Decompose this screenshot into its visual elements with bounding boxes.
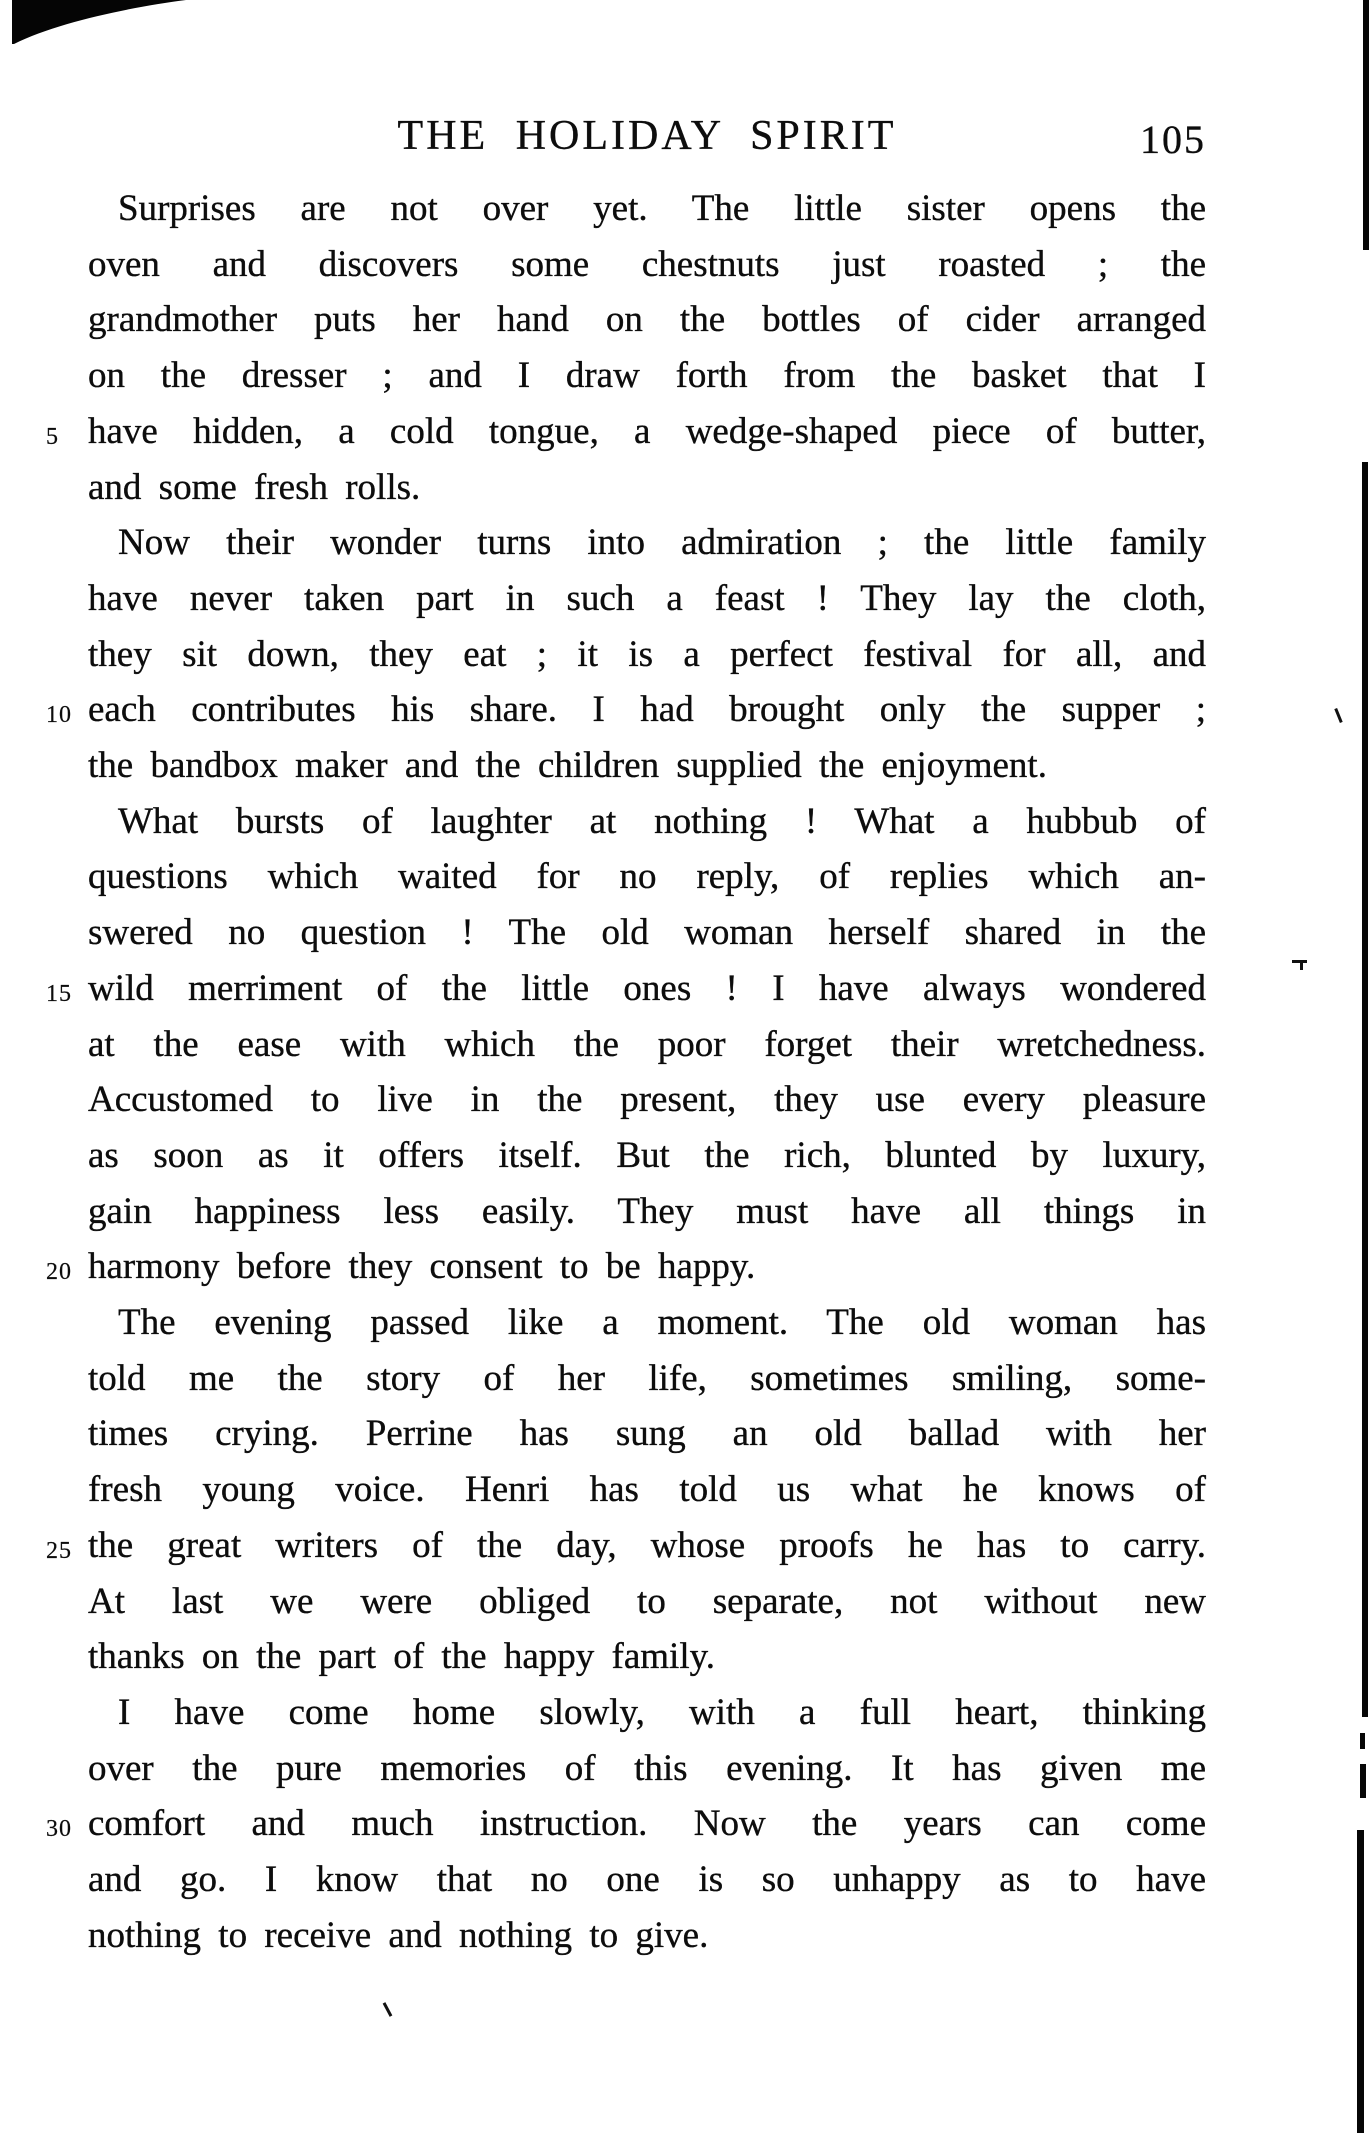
line-text: oven and discovers some chestnuts just roasted ; the [88,243,1206,285]
text-line [88,794,1206,850]
line-text: over the pure memories of this evening. It has given me [88,1747,1206,1789]
line-text: swered no question ! The old woman herself shared in the [88,912,1206,954]
line-text: grandmother puts her hand on the bottles of cider arranged [88,299,1206,341]
line-text: have hidden, a cold tongue, a wedge-shaped piece of butter, [88,410,1206,452]
paragraph [46,1295,1206,1685]
text-line [88,181,1206,237]
scan-speck [1334,708,1342,723]
line-text: they sit down, they eat ; it is a perfect festival for all, and [88,633,1206,675]
text-line [46,1239,1206,1295]
line-text: The evening passed like a moment. The old woman has [118,1302,1206,1344]
scan-edge-line-segment [1360,1733,1365,1749]
text-line [88,1852,1206,1908]
page-header-title: THE HOLIDAY SPIRIT [397,113,897,159]
line-text: harmony before they consent to be happy. [88,1246,756,1288]
text-line [88,348,1206,404]
text-line [88,1017,1206,1073]
text-line [46,961,1206,1017]
line-text: fresh young voice. Henri has told us what he knows of [88,1469,1206,1511]
text-line [88,1908,1206,1964]
line-text: I have come home slowly, with a full heart, thinking [118,1691,1206,1733]
line-text: wild merriment of the little ones ! I have always wondered [88,967,1206,1009]
line-text: Accustomed to live in the present, they use every pleasure [88,1079,1206,1121]
margin-line-number: 5 [46,423,59,450]
scan-edge-line-segment [1357,1830,1364,2133]
line-text: questions which waited for no reply, of replies which an- [88,856,1206,898]
text-line [88,1295,1206,1351]
scan-edge-line-segment [1362,462,1368,1717]
scan-edge-line-segment [1360,1764,1366,1798]
scan-edge-line-segment [1363,0,1369,250]
line-text: the great writers of the day, whose proofs he has to carry. [88,1524,1206,1566]
text-line [88,1406,1206,1462]
line-text: times crying. Perrine has sung an old ballad with her [88,1413,1206,1455]
text-line [46,682,1206,738]
paragraph [46,1685,1206,1964]
margin-line-number: 30 [46,1816,72,1843]
text-line [88,905,1206,961]
text-line [88,1128,1206,1184]
line-text: comfort and much instruction. Now the years can come [88,1803,1206,1845]
line-text: nothing to receive and nothing to give. [88,1914,709,1956]
text-line [88,571,1206,627]
line-text: and some fresh rolls. [88,466,421,508]
text-line [88,1629,1206,1685]
text-line [88,627,1206,683]
text-line [88,1184,1206,1240]
paragraph [46,794,1206,1295]
text-line [88,292,1206,348]
text-line [88,738,1206,794]
text-line [88,1574,1206,1630]
text-body [46,181,1206,1964]
paragraph [46,181,1206,515]
text-line [88,460,1206,516]
line-text: told me the story of her life, sometimes smiling, some- [88,1357,1206,1399]
scan-speck [383,2002,393,2017]
margin-line-number: 20 [46,1259,72,1286]
line-text: gain happiness less easily. They must have all things in [88,1190,1206,1232]
text-line [88,515,1206,571]
line-text: and go. I know that no one is so unhappy as to have [88,1859,1206,1901]
text-line [88,1072,1206,1128]
line-text: at the ease with which the poor forget their wretchedness. [88,1023,1206,1065]
line-text: the bandbox maker and the children supplied the enjoyment. [88,745,1047,787]
line-text: each contributes his share. I had brought only the supper ; [88,689,1206,731]
margin-line-number: 25 [46,1537,72,1564]
line-text: What bursts of laughter at nothing ! What a hubbub of [118,800,1206,842]
text-line [46,1796,1206,1852]
text-line [88,1462,1206,1518]
paragraph [46,515,1206,794]
line-text: At last we were obliged to separate, not without new [88,1580,1206,1622]
text-line [88,237,1206,293]
scan-speck [1300,961,1303,970]
scan-corner-artifact [0,0,200,110]
line-text: have never taken part in such a feast ! They lay the cloth, [88,577,1206,619]
page-number: 105 [1140,117,1206,162]
text-line [46,404,1206,460]
line-text: on the dresser ; and I draw forth from the basket that I [88,355,1206,397]
line-text: Now their wonder turns into admiration ; the little family [118,522,1206,564]
line-text: as soon as it offers itself. But the rich, blunted by luxury, [88,1134,1206,1176]
text-line [88,1685,1206,1741]
text-line [88,1741,1206,1797]
text-line [88,1351,1206,1407]
text-line [46,1518,1206,1574]
margin-line-number: 10 [46,702,72,729]
margin-line-number: 15 [46,980,72,1007]
line-text: thanks on the part of the happy family. [88,1636,715,1678]
text-line [88,849,1206,905]
line-text: Surprises are not over yet. The little sister opens the [118,188,1206,229]
